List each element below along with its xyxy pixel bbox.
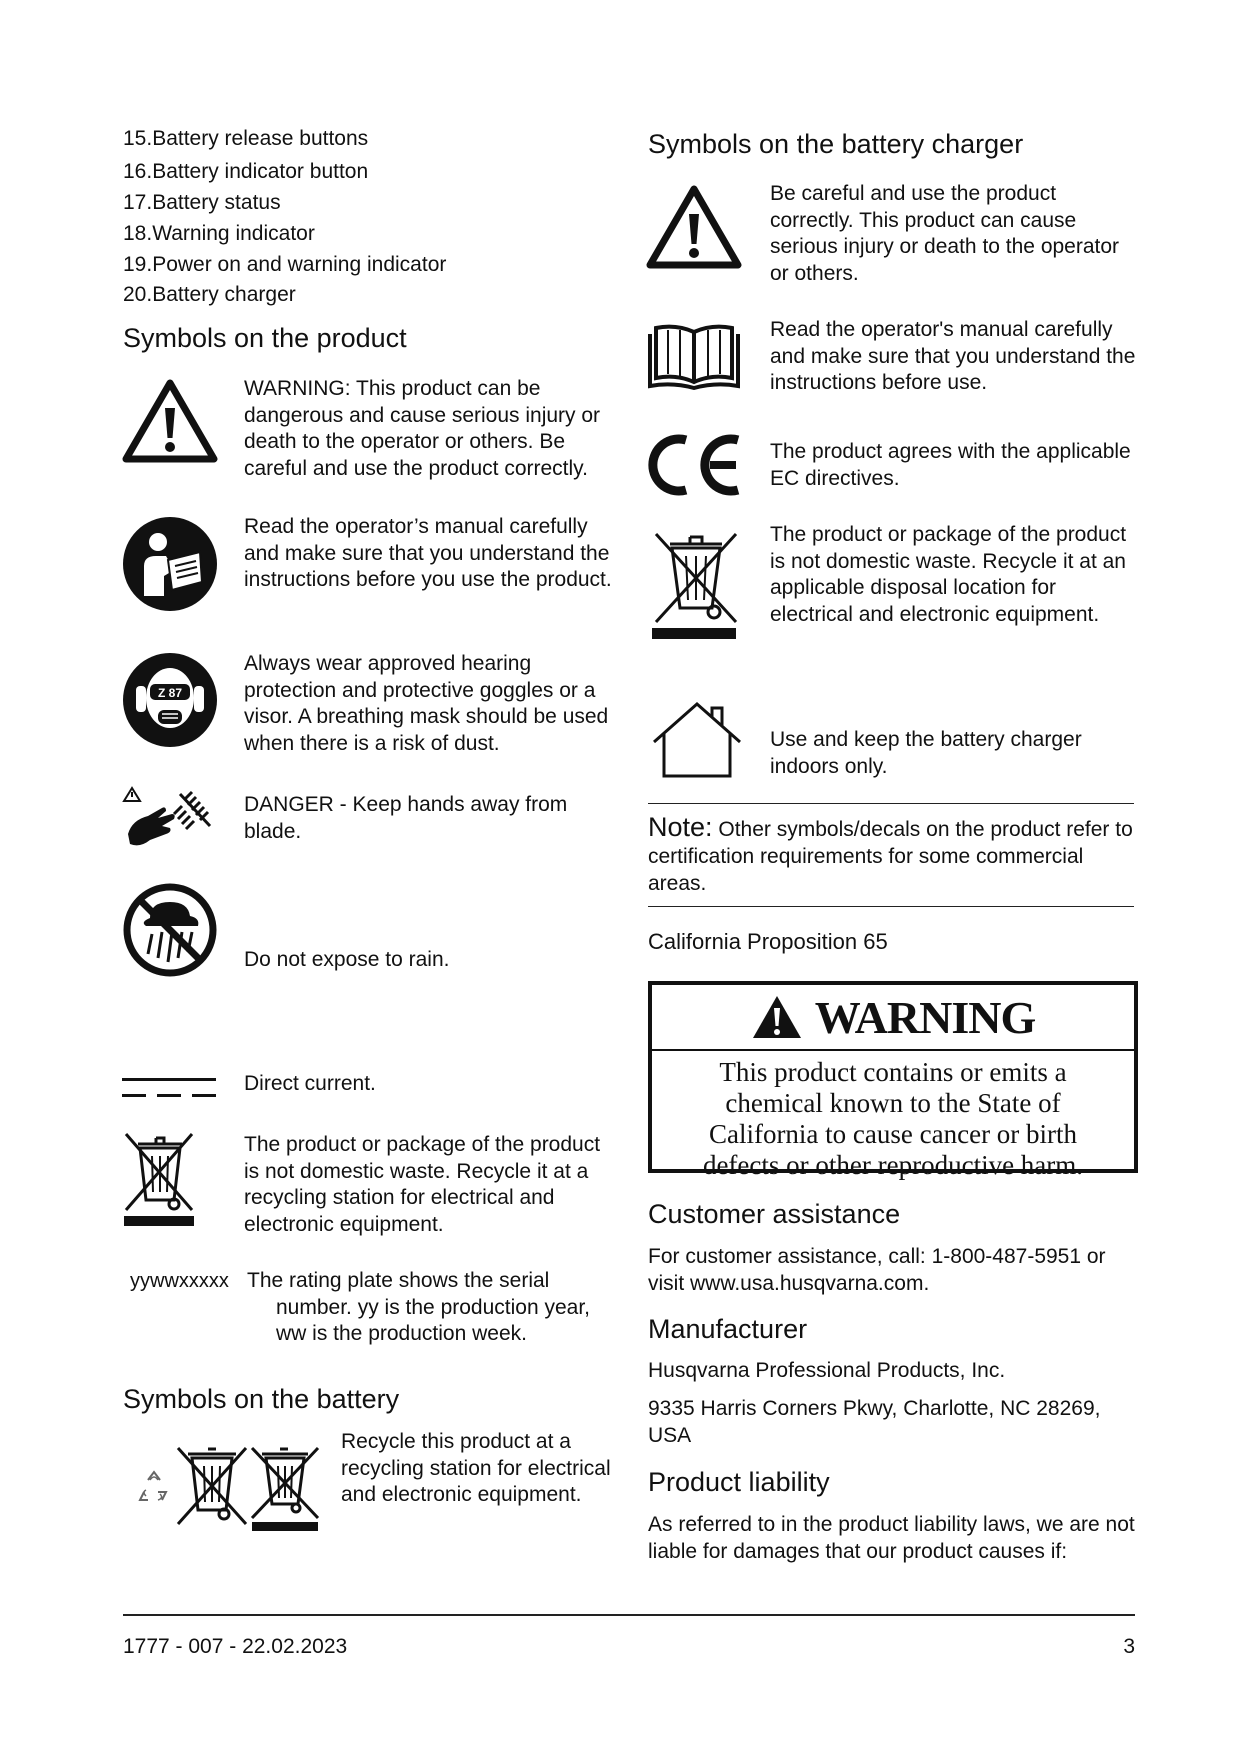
recycle-icon: [140, 1472, 166, 1500]
warning-triangle-icon: [751, 994, 803, 1040]
prop65-line: chemical known to the State of: [725, 1088, 1061, 1118]
customer-heading: Customer assistance: [648, 1199, 901, 1229]
product-rain-text: Do not expose to rain.: [244, 948, 450, 971]
charger-indoor-text: Use and keep the battery charger indoors only.: [770, 728, 1082, 778]
z87-badge: Z 87: [157, 686, 183, 700]
prop65-warning-body: [652, 1051, 1134, 1181]
customer-text: For customer assistance, call: 1-800-487-5951 or visit www.usa.husqvarna.com.: [648, 1245, 1106, 1295]
no-rain-icon: [122, 882, 218, 978]
parts-list-item: 15.Battery release buttons: [123, 127, 369, 150]
parts-list-item: 17.Battery status: [123, 191, 281, 214]
parts-list-item: 16.Battery indicator button: [123, 160, 369, 183]
liability-text: As referred to in the product liability laws, we are not liable for damages that our product causes if:: [648, 1513, 1135, 1563]
hand-blade-danger-icon: [122, 786, 218, 852]
battery-symbols-heading: Symbols on the battery: [123, 1384, 400, 1414]
charger-ce-text: The product agrees with the applicable EC directives.: [770, 440, 1131, 490]
product-warning-text: WARNING: This product can be dangerous and cause serious injury or death to the operator or others. Be careful and use the product correctly.: [244, 377, 601, 480]
read-manual-icon: [122, 516, 218, 612]
prop65-title: California Proposition 65: [648, 929, 888, 954]
rating-plate-text: The rating plate shows the serial number. yy is the production year, ww is the production week.: [247, 1269, 591, 1345]
product-manual-text: Read the operator’s manual carefully and make sure that you understand the instructions before you use the product.: [244, 515, 612, 591]
note-bottom-rule: [648, 906, 1134, 907]
product-danger-text: DANGER - Keep hands away from blade.: [244, 793, 568, 843]
manufacturer-heading: Manufacturer: [648, 1314, 808, 1344]
open-book-icon: [646, 322, 742, 390]
crossed-bin-icon: [650, 528, 742, 640]
house-indoor-icon: [650, 700, 744, 780]
note-text: Other symbols/decals on the product refer to certification requirements for some commercial areas.: [648, 818, 1133, 895]
product-waste-text: The product or package of the product is not domestic waste. Recycle it at a recycling station for electrical and electronic equipment.: [244, 1133, 601, 1236]
liability-heading: Product liability: [648, 1467, 830, 1497]
charger-symbols-heading: Symbols on the battery charger: [648, 129, 1024, 159]
charger-manual-text: Read the operator's manual carefully and make sure that you understand the instructions before use.: [770, 318, 1136, 394]
rating-code: yywwxxxxx: [130, 1270, 229, 1292]
warning-triangle-icon: [646, 184, 742, 270]
prop65-line: defects or other reproductive harm.: [702, 1150, 1084, 1180]
parts-list-item: 19.Power on and warning indicator: [123, 253, 447, 276]
prop65-line: This product contains or emits a: [719, 1057, 1067, 1087]
note-label: Note:: [648, 812, 713, 842]
charger-waste-text: The product or package of the product is not domestic waste. Recycle it at an applicable disposal location for electrical and electronic equipment.: [770, 523, 1127, 626]
battery-recycle-icons: [136, 1444, 324, 1532]
product-dc-text: Direct current.: [244, 1072, 376, 1095]
direct-current-icon: [122, 1076, 218, 1100]
crossed-bin-icon: [122, 1130, 198, 1228]
manufacturer-name: Husqvarna Professional Products, Inc.: [648, 1359, 1006, 1382]
prop65-warning-box: [648, 981, 1138, 1180]
product-protection-text: Always wear approved hearing protection and protective goggles or a visor. A breathing mask should be used when there is a risk of dust.: [244, 652, 609, 755]
warning-triangle-icon: [122, 378, 218, 464]
battery-recycle-text: Recycle this product at a recycling station for electrical and electronic equipment.: [341, 1430, 611, 1506]
note-top-rule: [648, 803, 1134, 804]
footer-page-number: 3: [1123, 1635, 1135, 1658]
prop65-warning-word: WARNING: [814, 991, 1036, 1043]
footer-rule: [123, 1614, 1135, 1616]
manufacturer-address: 9335 Harris Corners Pkwy, Charlotte, NC 28269, USA: [648, 1397, 1101, 1447]
parts-list-item: 18.Warning indicator: [123, 222, 315, 245]
note-block: [648, 814, 1138, 897]
ce-mark-icon: [646, 432, 742, 498]
hearing-eye-protection-icon: [122, 652, 218, 748]
charger-warning-text: Be careful and use the product correctly. This product can cause serious injury or death to the operator or others.: [770, 182, 1120, 285]
parts-list-item: 20.Battery charger: [123, 283, 296, 306]
prop65-warning-header: [652, 985, 1134, 1051]
crossed-bin-icon: [178, 1448, 246, 1524]
crossed-bin-bar-icon: [252, 1448, 318, 1531]
footer-doc-number: 1777 - 007 - 22.02.2023: [123, 1635, 348, 1658]
prop65-line: California to cause cancer or birth: [708, 1119, 1078, 1149]
product-symbols-heading: Symbols on the product: [123, 323, 407, 353]
